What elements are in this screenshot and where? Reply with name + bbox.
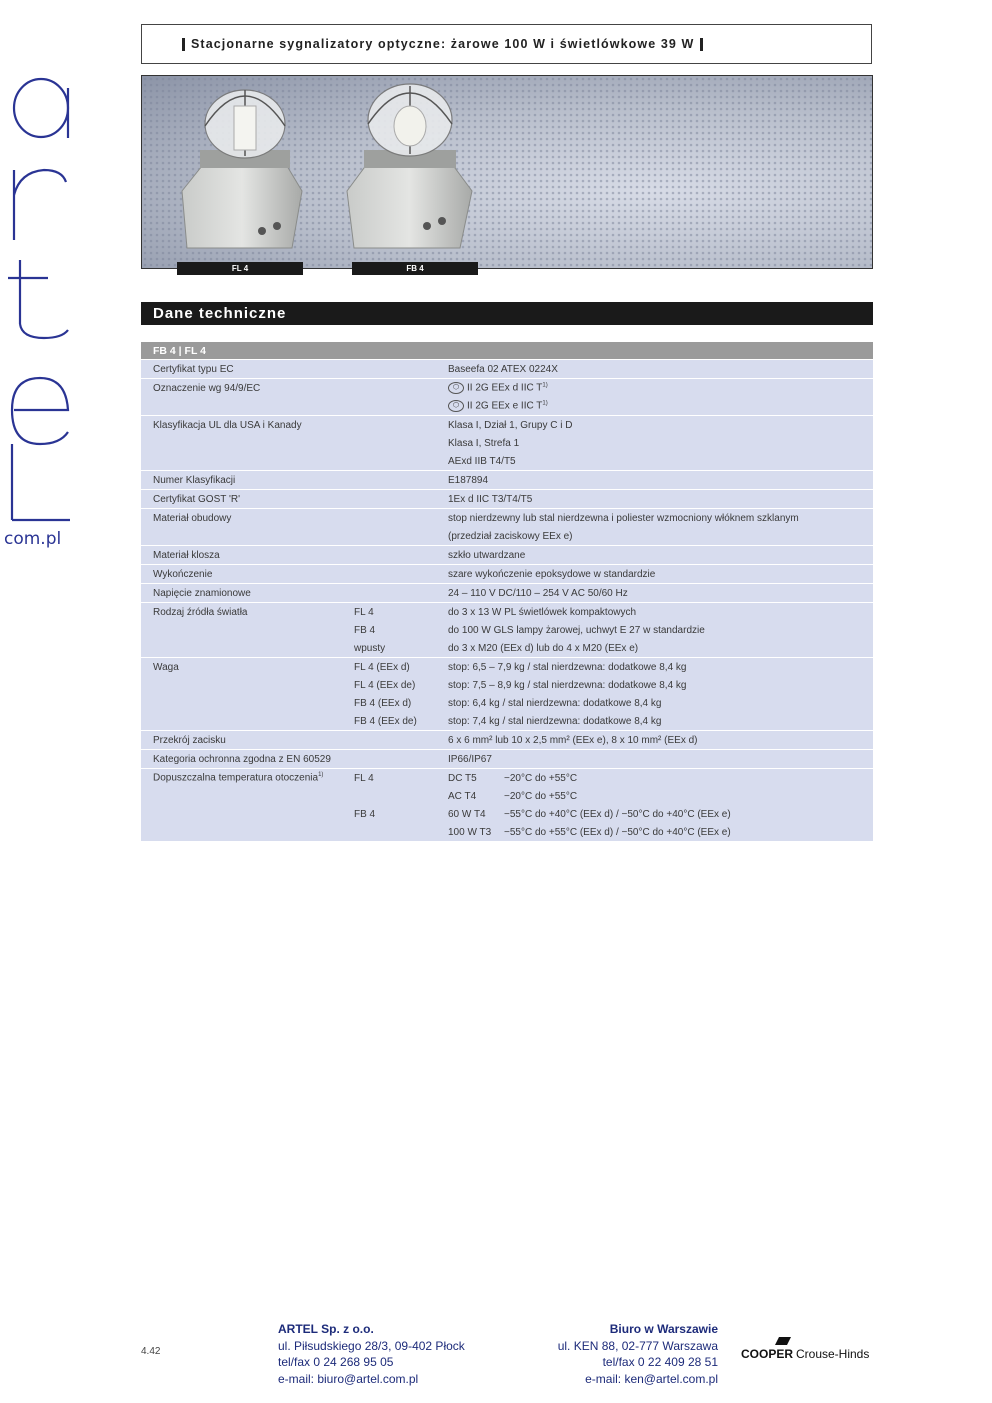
spec-row: [141, 603, 873, 622]
spec-label: [141, 805, 342, 823]
spec-row: [141, 658, 873, 677]
spec-row: [141, 434, 873, 452]
header-bar-right: [700, 38, 703, 51]
spec-variant: FL 4: [342, 769, 436, 788]
spec-variant: FL 4: [342, 603, 436, 622]
spec-value: ⬡ II 2G EEx e IIC $T^{1)}$: [436, 397, 873, 416]
spec-label: Certyfikat typu EC: [141, 360, 342, 379]
spec-row: [141, 769, 873, 788]
spec-value: Klasa I, Strefa 1: [436, 434, 873, 452]
spec-variant: [342, 527, 436, 546]
spec-label: Waga: [141, 658, 342, 677]
spec-variant: FB 4 (EEx de): [342, 712, 436, 731]
caption-fl4: FL 4: [177, 262, 303, 275]
page-number: 4.42: [141, 1346, 161, 1357]
spec-value: 24 – 110 V DC/110 – 254 V AC 50/60 Hz: [436, 584, 873, 603]
spec-row: [141, 694, 873, 712]
ex-mark-icon: ⬡: [448, 382, 464, 394]
spec-label: Numer Klasyfikacji: [141, 471, 342, 490]
spec-value: IP66/IP67: [436, 750, 873, 769]
ex-mark-icon: ⬡: [448, 400, 464, 412]
spec-label: Oznaczenie wg 94/9/EC: [141, 379, 342, 398]
spec-row: [141, 731, 873, 750]
spec-variant: [342, 434, 436, 452]
section-title: Dane techniczne: [141, 302, 873, 325]
office-name: Biuro w Warszawie: [609, 1322, 718, 1336]
spec-variant: FL 4 (EEx de): [342, 676, 436, 694]
spec-table-header-cell: FB 4 | FL 4: [141, 342, 873, 360]
spec-row: [141, 546, 873, 565]
caption-fb4: FB 4: [352, 262, 478, 275]
header-bar-left: [182, 38, 185, 51]
office-email[interactable]: e-mail: ken@artel.com.pl: [585, 1371, 718, 1386]
spec-value: stop: 6,5 – 7,9 kg / stal nierdzewna: dodatkowe 8,4 kg: [436, 658, 873, 677]
spec-value: Klasa I, Dział 1, Grupy C i D: [436, 416, 873, 435]
spec-row: [141, 509, 873, 528]
spec-variant: FL 4 (EEx d): [342, 658, 436, 677]
spec-variant: [342, 787, 436, 805]
spec-label: Rodzaj źródła światła: [141, 603, 342, 622]
spec-value: 6 x 6 mm² lub 10 x 2,5 mm² (EEx e), 8 x 10 mm² (EEx d): [436, 731, 873, 750]
temp-class: 100 W T3: [448, 826, 492, 838]
spec-row: [141, 527, 873, 546]
spec-table-header: [141, 342, 873, 360]
company-phone: tel/fax 0 24 268 95 05: [278, 1355, 394, 1369]
temp-range: −55°C do +40°C (EEx d) / −50°C do +40°C (EEx e): [504, 808, 731, 820]
spec-variant: FB 4: [342, 805, 436, 823]
spec-value: do 100 W GLS lampy żarowej, uchwyt E 27 w standardzie: [436, 621, 873, 639]
artel-logo: [0, 60, 80, 560]
spec-row: [141, 452, 873, 471]
spec-variant: [342, 823, 436, 841]
spec-row: [141, 787, 873, 805]
spec-label: [141, 527, 342, 546]
spec-label: [141, 694, 342, 712]
spec-label: Kategoria ochronna zgodna z EN 60529: [141, 750, 342, 769]
spec-row: [141, 676, 873, 694]
spec-label: [141, 712, 342, 731]
temp-class: DC T5: [448, 772, 477, 784]
spec-variant: [342, 397, 436, 416]
temp-class: 60 W T4: [448, 808, 486, 820]
temp-class: AC T4: [448, 790, 477, 802]
footer-office: [520, 1321, 718, 1387]
spec-row: [141, 712, 873, 731]
spec-value: stop: 7,5 – 8,9 kg / stal nierdzewna: dodatkowe 8,4 kg: [436, 676, 873, 694]
spec-value: E187894: [436, 471, 873, 490]
spec-variant: [342, 750, 436, 769]
spec-label: [141, 639, 342, 658]
spec-value: [436, 805, 873, 823]
spec-label: [141, 621, 342, 639]
spec-label: Wykończenie: [141, 565, 342, 584]
footer-company: [278, 1321, 465, 1387]
spec-row: [141, 584, 873, 603]
office-phone: tel/fax 0 22 409 28 51: [602, 1355, 718, 1369]
spec-value: (przedział zaciskowy EEx e): [436, 527, 873, 546]
spec-label: [141, 823, 342, 841]
company-name: ARTEL Sp. z o.o.: [278, 1322, 374, 1336]
spec-row: [141, 805, 873, 823]
spec-value: Baseefa 02 ATEX 0224X: [436, 360, 873, 379]
spec-variant: [342, 360, 436, 379]
spec-value: stop: 6,4 kg / stal nierdzewna: dodatkowe 8,4 kg: [436, 694, 873, 712]
spec-row: [141, 823, 873, 841]
spec-label: Przekrój zacisku: [141, 731, 342, 750]
spec-value: ⬡ II 2G EEx d IIC $T^{1)}$: [436, 379, 873, 398]
spec-label: Dopuszczalna temperatura otoczenia$^{1)}$: [141, 769, 342, 788]
company-email[interactable]: e-mail: biuro@artel.com.pl: [278, 1371, 419, 1386]
svg-text:COOPER: COOPER: [741, 1347, 794, 1361]
spec-row: [141, 360, 873, 379]
temp-range: −20°C do +55°C: [504, 772, 578, 784]
spec-variant: [342, 546, 436, 565]
spec-variant: [342, 731, 436, 750]
spec-table: [141, 342, 873, 841]
spec-label: [141, 452, 342, 471]
spec-row: [141, 471, 873, 490]
spec-row: [141, 750, 873, 769]
spec-value: AExd IIB T4/T5: [436, 452, 873, 471]
spec-variant: FB 4 (EEx d): [342, 694, 436, 712]
spec-row: [141, 416, 873, 435]
spec-row: [141, 397, 873, 416]
spec-label: Klasyfikacja UL dla USA i Kanady: [141, 416, 342, 435]
spec-label: Certyfikat GOST 'R': [141, 490, 342, 509]
header-title: Stacjonarne sygnalizatory optyczne: żarowe 100 W i świetlówkowe 39 W: [191, 37, 695, 51]
logo-domain: com.pl: [4, 529, 62, 549]
spec-label: [141, 676, 342, 694]
temp-range: −55°C do +55°C (EEx d) / −50°C do +40°C (EEx e): [504, 826, 731, 838]
spec-row: [141, 639, 873, 658]
spec-label: [141, 434, 342, 452]
office-address: ul. KEN 88, 02-777 Warszawa: [557, 1338, 718, 1353]
temp-range: −20°C do +55°C: [504, 790, 578, 802]
spec-value: [436, 769, 873, 788]
spec-label: [141, 787, 342, 805]
spec-variant: FB 4: [342, 621, 436, 639]
cooper-crouse-hinds-logo: [741, 1335, 875, 1363]
page-header: [141, 24, 872, 64]
spec-value: [436, 787, 873, 805]
spec-label: Materiał obudowy: [141, 509, 342, 528]
spec-variant: [342, 584, 436, 603]
spec-value: do 3 x 13 W PL świetlówek kompaktowych: [436, 603, 873, 622]
spec-variant: [342, 379, 436, 398]
svg-text:Crouse-Hinds: Crouse-Hinds: [796, 1347, 870, 1361]
spec-variant: [342, 452, 436, 471]
spec-variant: [342, 565, 436, 584]
product-photo: [141, 75, 873, 269]
spec-label: Napięcie znamionowe: [141, 584, 342, 603]
spec-value: szare wykończenie epoksydowe w standardzie: [436, 565, 873, 584]
spec-value: 1Ex d IIC T3/T4/T5: [436, 490, 873, 509]
spec-label: [141, 397, 342, 416]
spec-row: [141, 621, 873, 639]
spec-variant: [342, 471, 436, 490]
spec-variant: [342, 416, 436, 435]
spec-variant: wpusty: [342, 639, 436, 658]
spec-value: szkło utwardzane: [436, 546, 873, 565]
spec-value: stop nierdzewny lub stal nierdzewna i poliester wzmocniony włóknem szklanym: [436, 509, 873, 528]
spec-value: do 3 x M20 (EEx d) lub do 4 x M20 (EEx e): [436, 639, 873, 658]
spec-value: stop: 7,4 kg / stal nierdzewna: dodatkowe 8,4 kg: [436, 712, 873, 731]
company-address: ul. Piłsudskiego 28/3, 09-402 Płock: [278, 1338, 465, 1353]
spec-variant: [342, 490, 436, 509]
spec-row: [141, 490, 873, 509]
spec-variant: [342, 509, 436, 528]
spec-label: Materiał klosza: [141, 546, 342, 565]
spec-row: [141, 565, 873, 584]
spec-value: [436, 823, 873, 841]
spec-row: [141, 379, 873, 398]
